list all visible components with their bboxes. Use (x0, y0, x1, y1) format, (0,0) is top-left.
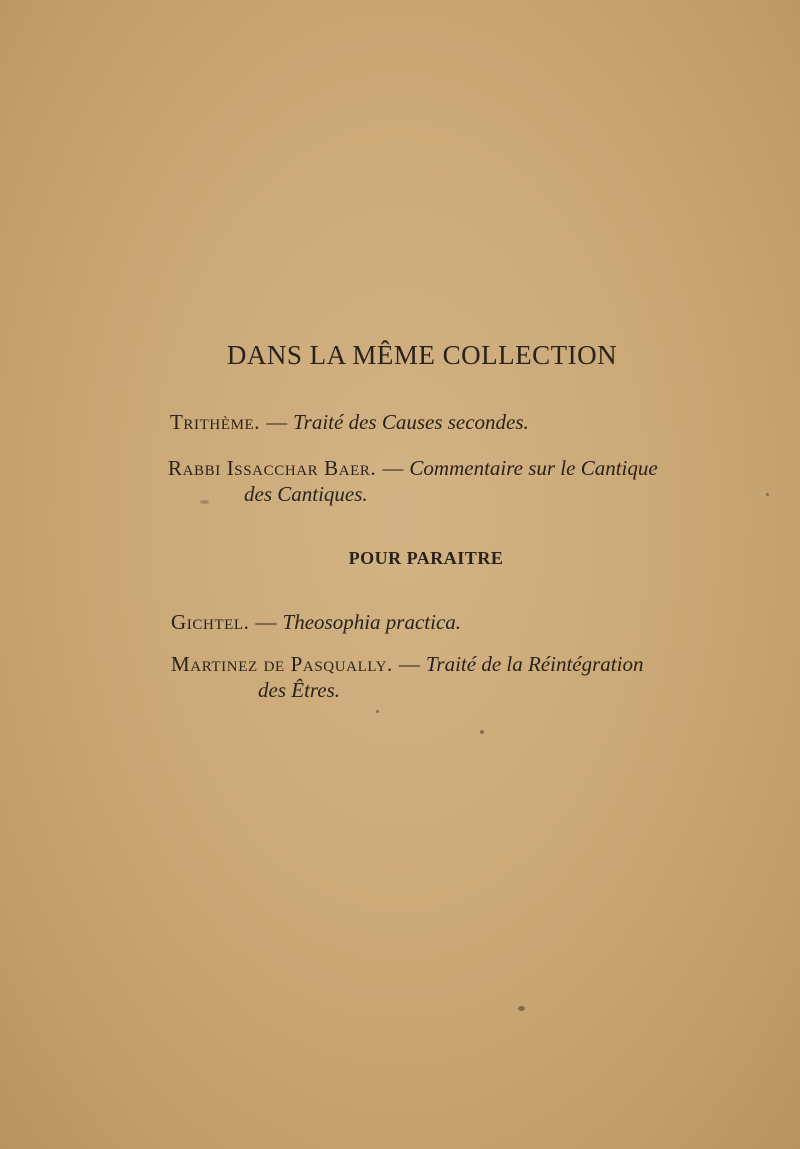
paper-speck (200, 500, 209, 504)
entry-title: Traité de la Réintégration (425, 652, 644, 676)
upcoming-entry-pasqually (171, 647, 643, 681)
upcoming-entry-gichtel (171, 605, 461, 639)
paper-speck (376, 710, 379, 713)
upcoming-heading: POUR PARAITRE (348, 548, 504, 568)
entry-title: Traité des Causes secondes. (293, 410, 529, 434)
entry-author: Rabbi Issacchar Baer. (168, 456, 377, 480)
collection-entry-baer (168, 451, 658, 485)
entry-title: Theosophia practica. (282, 610, 462, 634)
paper-speck (518, 1006, 525, 1011)
entry-title-continuation: des Cantiques. (244, 482, 368, 506)
entry-title-continuation: des Êtres. (258, 678, 341, 702)
paper-speck (766, 493, 769, 496)
entry-author: Gichtel. (171, 610, 250, 634)
entry-author: Martinez de Pasqually. (171, 652, 393, 676)
entry-title: Commentaire sur le Cantique (409, 456, 658, 480)
entry-separator: — (382, 456, 404, 480)
entry-author: Trithème. (170, 410, 261, 434)
entry-separator: — (398, 652, 420, 676)
collection-heading: DANS LA MÊME COLLECTION (226, 340, 618, 370)
entry-separator: — (255, 610, 277, 634)
paper-speck (480, 730, 484, 734)
collection-entry-trithemius (170, 405, 529, 439)
entry-separator: — (266, 410, 288, 434)
